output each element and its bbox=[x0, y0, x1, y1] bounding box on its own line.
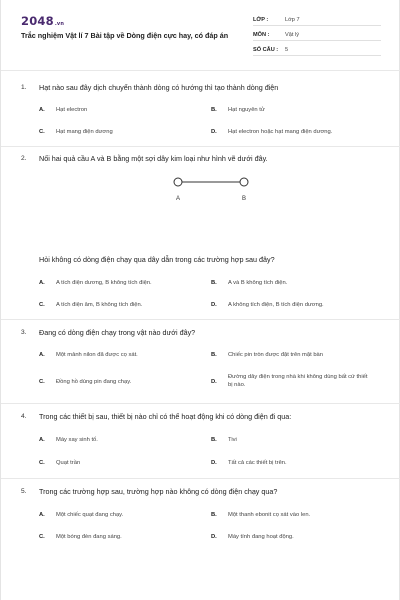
label-a: A bbox=[175, 196, 181, 202]
sphere-b bbox=[240, 178, 248, 186]
meta-row-class bbox=[253, 14, 381, 26]
question-text: Đang có dòng điện chạy trong vật nào dưới đây? bbox=[39, 328, 196, 337]
question-divider bbox=[1, 319, 400, 320]
meta-label: SỐ CÂU : bbox=[253, 47, 279, 53]
question-number: 4. bbox=[21, 413, 27, 420]
meta-value: Lớp 7 bbox=[285, 17, 300, 23]
header-divider bbox=[1, 70, 400, 71]
sphere-a bbox=[174, 178, 182, 186]
question-text: Trong các trường hợp sau, trường hợp nào không có dòng điện chạy qua? bbox=[39, 487, 278, 496]
question-number: 3. bbox=[21, 329, 27, 336]
meta-value: 5 bbox=[285, 47, 289, 53]
worksheet-header bbox=[1, 0, 400, 66]
question-number: 2. bbox=[21, 155, 27, 162]
question-text: Hạt nào sau đây dịch chuyển thành dòng có hướng thì tạo thành dòng điện bbox=[39, 83, 279, 92]
label-b: B bbox=[241, 196, 247, 202]
meta-label: LỚP : bbox=[253, 17, 269, 23]
question-divider bbox=[1, 403, 400, 404]
question-text-continued: Hỏi không có dòng điện chạy qua dây dẫn trong các trường hợp sau đây? bbox=[39, 255, 275, 264]
question-number: 5. bbox=[21, 488, 27, 495]
question-divider bbox=[1, 478, 400, 479]
spheres-wire-diagram bbox=[166, 172, 256, 208]
question-text: Trong các thiết bị sau, thiết bị nào chỉ có thể hoạt động khi có dòng điện đi qua: bbox=[39, 412, 292, 421]
question-number: 1. bbox=[21, 84, 27, 91]
meta-value: Vật lý bbox=[285, 32, 299, 38]
meta-label: MÔN : bbox=[253, 32, 270, 38]
question-divider bbox=[1, 146, 400, 147]
question-text: Nối hai quả cầu A và B bằng một sợi dây kim loại như hình vẽ dưới đây. bbox=[39, 154, 268, 163]
document-title: Trắc nghiệm Vật lí 7 Bài tập về Dòng điện cực hay, có đáp án bbox=[21, 31, 229, 40]
meta-row-question-count bbox=[253, 44, 381, 56]
site-logo[interactable]: 2048.vn bbox=[21, 14, 65, 28]
worksheet-page: 2048.vn Trắc nghiệm Vật lí 7 Bài tập về Dòng điện cực hay, có đáp án LỚP : Lớp 7 MÔN : Vật lý SỐ CÂU : 5 1. Hạt nào sau đây dịch chuyển thành dòng có hướng thì tạo thành dòng điện A. Hạt electron B. Hạt nguyên tử C. Hạt mang điện dương D. Hạt electron hoặc hạt mang điện dương. 2. Nối hai quả cầu A và B bằng một sợi dây kim loại như hình vẽ dưới đây. A B Hỏi không có dòng điện chạy qua dây dẫn trong các trường hợp sau đây? A. A tích điện dương, B không tích điện. B. A và B không tích điện. C. A tích điện âm, B không tích điện. D. A không tích điện, B tích điện dương. 3. Đang có dòng điện chạy trong vật nào dưới đây? A. Một mảnh nilon đã được cọ xát. B. Chiếc pin tròn được đặt trên mặt bàn C. Đồng hồ dùng pin đang chạy. D. Đường dây điện trong nhà khi không dùng bất cứ thiết bị nào. 4. Trong các thiết bị sau, thiết bị nào chỉ có thể hoạt động khi có dòng điện đi qua: A. Máy xay sinh tố. B. Tivi C. Quạt trần D. Tất cả các thiết bị trên. 5. Trong các trường hợp sau, trường hợp nào không có dòng điện chạy qua? A. Một chiếc quạt đang chạy. B. Một thanh ebonit cọ xát vào len. C. Một bóng đèn đang sáng. D. Máy tính đang hoạt động. bbox=[0, 0, 400, 600]
meta-row-subject bbox=[253, 29, 381, 41]
